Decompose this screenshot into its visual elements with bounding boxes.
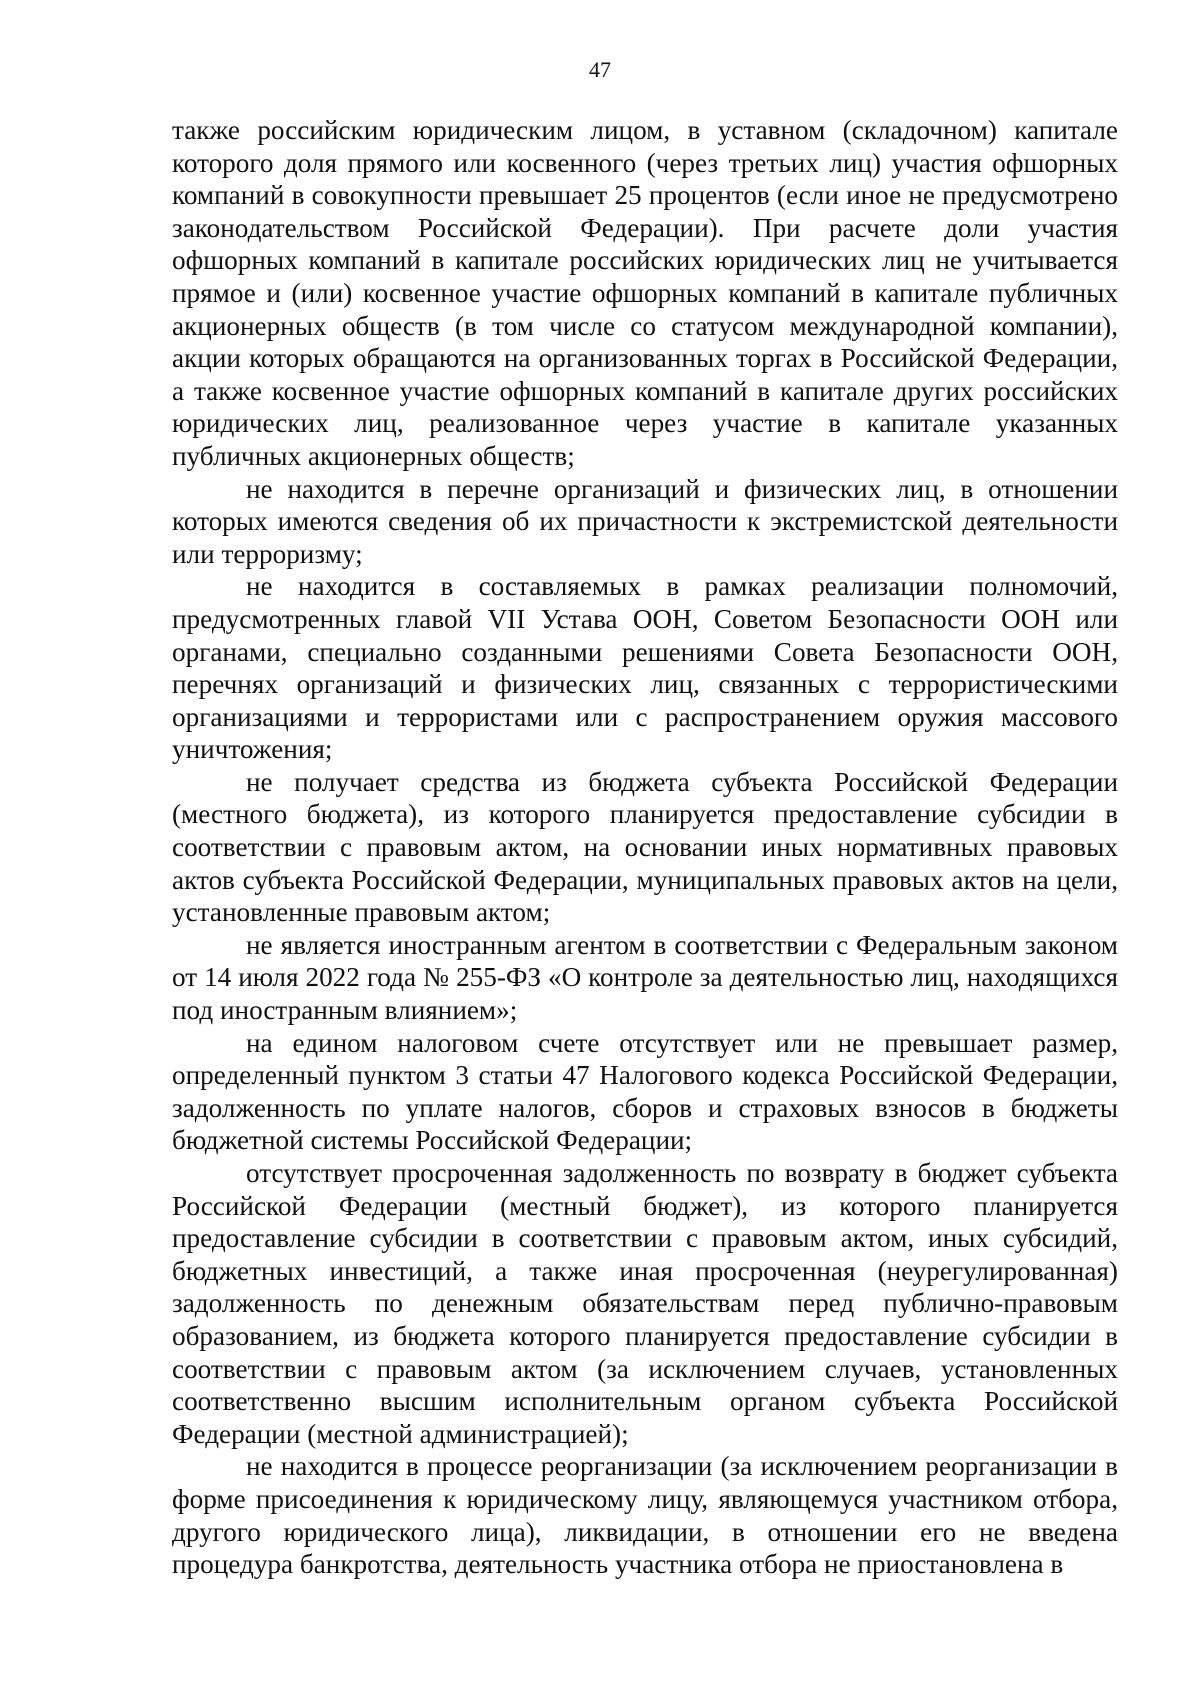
page-number: 47 bbox=[589, 57, 611, 82]
document-body bbox=[172, 114, 1118, 1581]
paragraph-no-budget-funds: не получает средства из бюджета субъекта Российской Федерации (местного бюджета), из которого планируется предоставление субсидии в соответствии с правовым актом, на основании иных нормативных правовых актов субъекта Российской Федерации, муниципальных правовых актов на цели, установленные правовым актом; bbox=[172, 766, 1118, 928]
paragraph-tax-debt: на едином налоговом счете отсутствует или не превышает размер, определенный пунктом 3 статьи 47 Налогового кодекса Российской Федерации, задолженность по уплате налогов, сборов и страховых взносов в бюджеты бюджетной системы Российской Федерации; bbox=[172, 1027, 1118, 1156]
paragraph-un-sanctions-list: не находится в составляемых в рамках реализации полномочий, предусмотренных главой VII Устава ООН, Советом Безопасности ООН или органами, специально созданными решениями Совета Безопасности ООН, перечнях организаций и физических лиц, связанных с террористическими организациями и террористами или с распространением оружия массового уничтожения; bbox=[172, 571, 1118, 765]
paragraph-reorganization: не находится в процессе реорганизации (за исключением реорганизации в форме присоединения к юридическому лицу, являющемуся участником отбора, другого юридического лица), ликвидации, в отношении его не введена процедура банкротства, деятельность участника отбора не приостановлена в bbox=[172, 1451, 1118, 1580]
paragraph-overdue-debt: отсутствует просроченная задолженность по возврату в бюджет субъекта Российской Федерации (местный бюджет), из которого планируется предоставление субсидии в соответствии с правовым актом, иных субсидий, бюджетных инвестиций, а также иная просроченная (неурегулированная) задолженность по денежным обязательствам перед публично-правовым образованием, из бюджета которого планируется предоставление субсидии в соответствии с правовым актом (за исключением случаев, установленных соответственно высшим исполнительным органом субъекта Российской Федерации (местной администрацией); bbox=[172, 1158, 1118, 1449]
paragraph-offshore-continuation: также российским юридическим лицом, в уставном (складочном) капитале которого доля прямого или косвенного (через третьих лиц) участия офшорных компаний в совокупности превышает 25 процентов (если иное не предусмотрено законодательством Российской Федерации). При расчете доли участия офшорных компаний в капитале российских юридических лиц не учитывается прямое и (или) косвенное участие офшорных компаний в капитале публичных акционерных обществ (в том числе со статусом международной компании), акции которых обращаются на организованных торгах в Российской Федерации, а также косвенное участие офшорных компаний в капитале других российских юридических лиц, реализованное через участие в капитале указанных публичных акционерных обществ; bbox=[172, 115, 1118, 471]
paragraph-extremism-list: не находится в перечне организаций и физических лиц, в отношении которых имеются сведения об их причастности к экстремистской деятельности или терроризму; bbox=[172, 473, 1118, 569]
paragraph-foreign-agent: не является иностранным агентом в соответствии с Федеральным законом от 14 июля 2022 года № 255-ФЗ «О контроле за деятельностью лиц, находящихся под иностранным влиянием»; bbox=[172, 929, 1118, 1026]
